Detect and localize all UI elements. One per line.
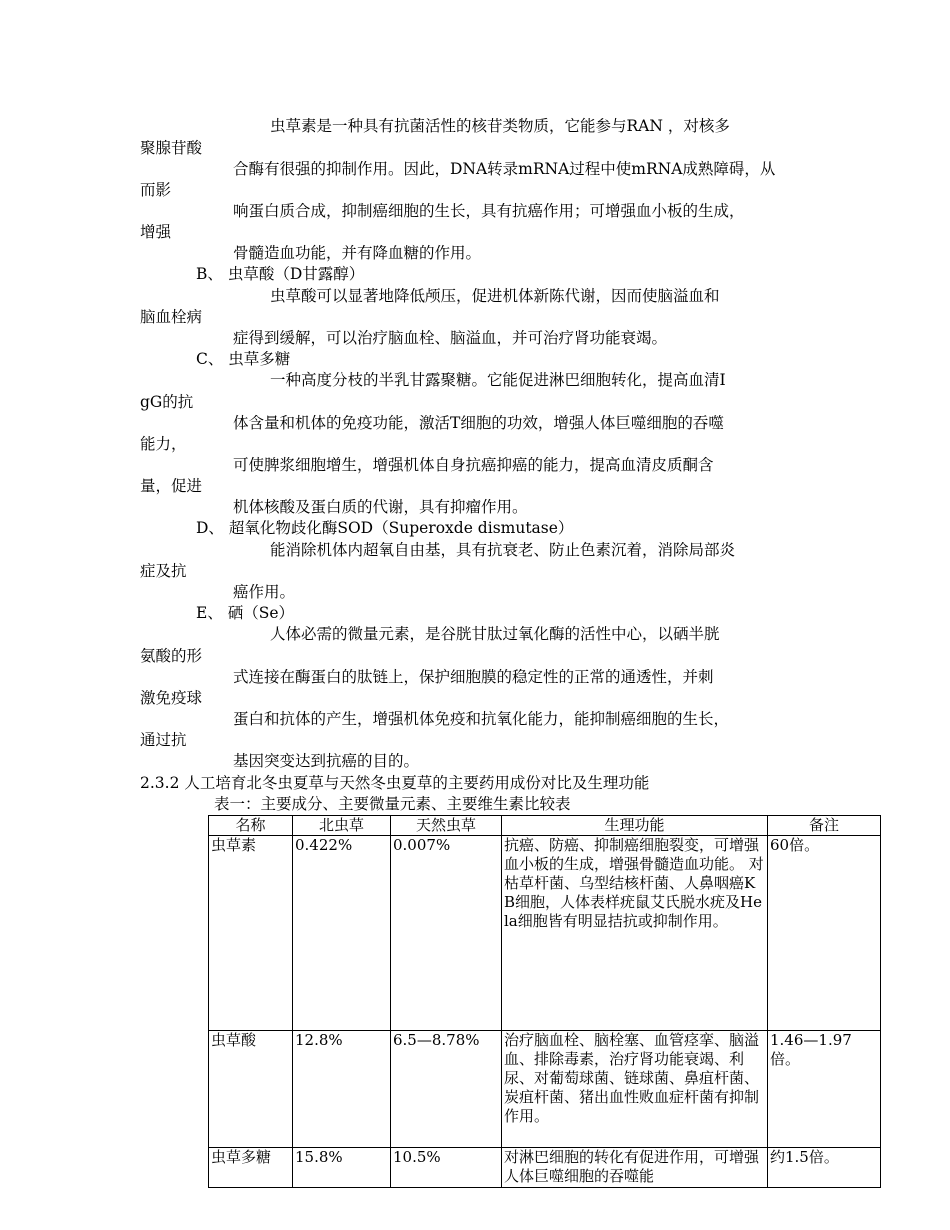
text-line: 激免疫球 [140,689,203,707]
text-line: 症得到缓解，可以治疗脑血栓、脑溢血，并可治疗肾功能衰竭。 [233,329,668,347]
text-line: 通过抗 [140,731,187,749]
text-line: 症及抗 [140,562,187,580]
cell-name: 虫草多糖 [209,1148,293,1188]
text-line: 基因突变达到抗癌的目的。 [233,752,420,770]
text-line: 能消除机体内超氧自由基，具有抗衰老、防止色素沉着，消除局部炎 [270,541,736,559]
table-row [209,1031,881,1148]
text-line: 脑血栓病 [140,308,203,326]
text-line: 氨酸的形 [140,647,203,665]
text-line: 增强 [140,223,172,241]
text-line: 虫草素是一种具有抗菌活性的核苷类物质，它能参与RAN ，对核多 [270,117,730,135]
cell-natural: 10.5% [391,1148,502,1188]
section-heading-e: E、 硒（Se） [196,604,295,622]
text-line: 而影 [140,181,172,199]
cell-remark: 1.46—1.97倍。 [768,1031,881,1148]
cell-name: 虫草酸 [209,1031,293,1148]
text-line: 虫草酸可以显著地降低颅压，促进机体新陈代谢，因而使脑溢血和 [270,287,720,305]
cell-remark: 60倍。 [768,836,881,1031]
cell-function: 治疗脑血栓、脑栓塞、血管痉挛、脑溢血、排除毒素，治疗肾功能衰竭、利尿、对葡萄球菌、链球菌、鼻疽杆菌、炭疽杆菌、猪出血性败血症杆菌有抑制作用。 [502,1031,768,1148]
header-natural: 天然虫草 [391,816,502,836]
cell-natural: 0.007% [391,836,502,1031]
text-line: 体含量和机体的免疫功能，激活T细胞的功效，增强人体巨噬细胞的吞噬 [233,414,724,432]
table-caption: 表一：主要成分、主要微量元素、主要维生素比较表 [214,795,571,813]
header-cultivated: 北虫草 [293,816,391,836]
text-line: 能力， [140,435,187,453]
text-line: gG的抗 [140,393,194,411]
text-line: 聚腺苷酸 [140,139,203,157]
text-line: 骨髓造血功能，并有降血糖的作用。 [233,244,482,262]
subsection-heading: 2.3.2 人工培育北冬虫夏草与天然冬虫夏草的主要药用成份对比及生理功能 [140,774,650,792]
text-line: 人体必需的微量元素，是谷胱甘肽过氧化酶的活性中心，以硒半胱 [270,625,720,643]
text-line: 机体核酸及蛋白质的代谢，具有抑瘤作用。 [233,498,528,516]
cell-function: 对淋巴细胞的转化有促进作用，可增强人体巨噬细胞的吞噬能 [502,1148,768,1188]
header-function: 生理功能 [502,816,768,836]
section-heading-d: D、 超氧化物歧化酶SOD（Superoxde dismutase） [196,519,574,537]
section-heading-c: C、 虫草多糖 [196,350,291,368]
cell-natural: 6.5—8.78% [391,1031,502,1148]
text-line: 可使脾浆细胞增生，增强机体自身抗癌抑癌的能力，提高血清皮质酮含 [233,456,714,474]
comparison-table [208,815,881,1188]
text-line: 癌作用。 [233,583,296,601]
cell-name: 虫草素 [209,836,293,1031]
table-row [209,1148,881,1188]
section-heading-b: B、 虫草酸（D甘露醇） [196,265,365,283]
cell-function: 抗癌、防癌、抑制癌细胞裂变，可增强血小板的生成，增强骨髓造血功能。 对枯草杆菌、乌型结核杆菌、人鼻咽癌KB细胞，人体表样疣鼠艾氏脱水疣及Hela细胞皆有明显拮抗或抑制作用。 [502,836,768,1031]
text-line: 蛋白和抗体的产生，增强机体免疫和抗氧化能力，能抑制癌细胞的生长， [233,710,730,728]
cell-cultivated: 12.8% [293,1031,391,1148]
text-line: 量，促进 [140,477,203,495]
table-row [209,836,881,1031]
text-line: 式连接在酶蛋白的肽链上，保护细胞膜的稳定性的正常的通透性，并刺 [233,668,714,686]
cell-remark: 约1.5倍。 [768,1148,881,1188]
table-header-row [209,816,881,836]
text-line: 一种高度分枝的半乳甘露聚糖。它能促进淋巴细胞转化，提高血清I [270,371,726,389]
text-line: 合酶有很强的抑制作用。因此，DNA转录mRNA过程中使mRNA成熟障碍，从 [233,160,776,178]
header-remark: 备注 [768,816,881,836]
header-name: 名称 [209,816,293,836]
text-line: 响蛋白质合成，抑制癌细胞的生长，具有抗癌作用；可增强血小板的生成， [233,202,745,220]
cell-cultivated: 15.8% [293,1148,391,1188]
cell-cultivated: 0.422% [293,836,391,1031]
